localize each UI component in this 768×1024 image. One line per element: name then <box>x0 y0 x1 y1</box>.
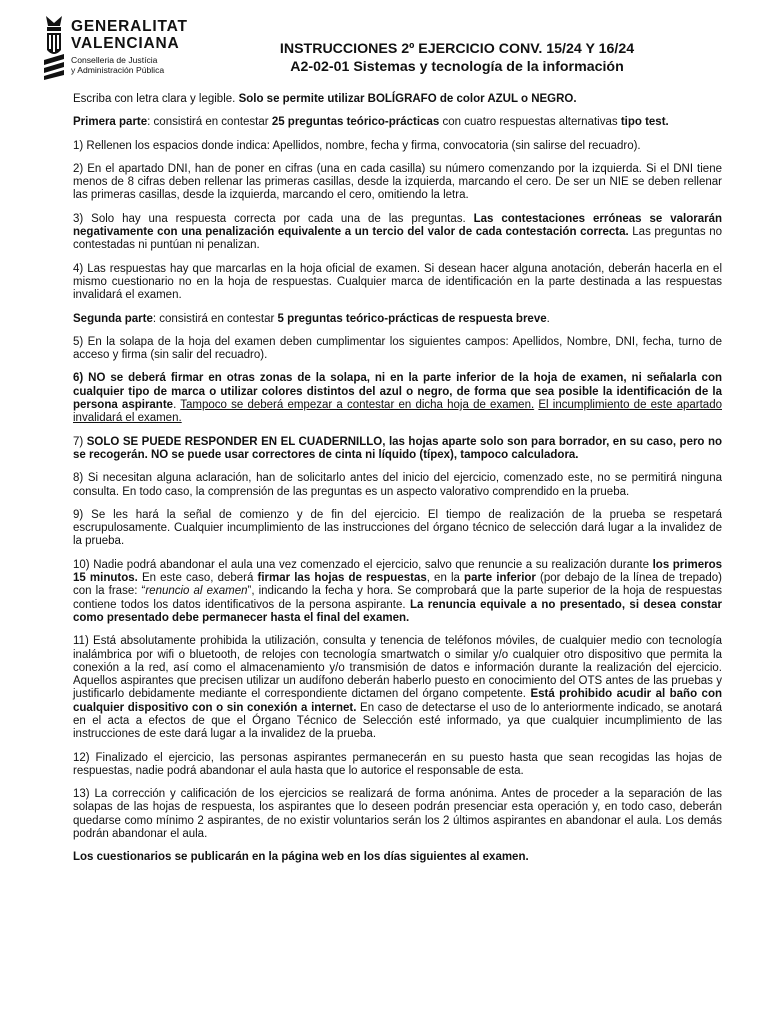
closing-text: Los cuestionarios se publicarán en la página web en los días siguientes al examen. <box>73 851 529 864</box>
logo-text <box>71 18 188 75</box>
instructions-body <box>73 93 722 875</box>
i10-a: 10) Nadie podrá abandonar el aula una vez comenzado el ejercicio, salvo que renuncie a su realización durante <box>73 558 653 571</box>
i10-e: , en la <box>426 572 465 585</box>
i10-g: (por debajo de la línea de trepado) con la frase: “ <box>73 572 723 598</box>
instruction-5: 5) En la solapa de la hoja del examen deben cumplimentar los siguientes campos: Apellidos, Nombre, DNI, fecha, turno de acceso y firma (sin salir del recuadro). <box>73 335 722 362</box>
i10-c: En este caso, deberá <box>137 572 258 585</box>
part2-tail: . <box>546 312 550 325</box>
logo-sub-line2: y Administración Pública <box>71 65 165 75</box>
i11-b: Está prohibido acudir al baño con cualquier dispositivo con o sin conexión a internet. <box>73 688 722 714</box>
instruction-3 <box>73 213 722 253</box>
instruction-12: 12) Finalizado el ejercicio, las personas aspirantes permanecerán en su puesto hasta que sean recogidas las hojas de respuestas, nadie podrá abandonar el aula hasta que lo autorice el responsable de esta. <box>73 751 722 777</box>
i10-f: parte inferior <box>464 572 536 585</box>
i10-d: firmar las hojas de respuestas <box>257 572 427 585</box>
i10-i: ”, indicando la fecha y hora. Se comprobará que la parte superior de la hoja de respuestas contiene todos los datos identificativos de la persona aspirante. <box>73 585 723 611</box>
part1-count: 25 preguntas teórico-prácticas <box>271 116 440 129</box>
part1-type: tipo test. <box>620 116 669 129</box>
instruction-8: 8) Si necesitan alguna aclaración, han de solicitarlo antes del inicio del ejercicio, comenzado este, no se permitirá ninguna consulta. En todo caso, la comprensión de las preguntas es un aspecto valorativo comprendido en la prueba. <box>73 472 722 498</box>
i10-h: renuncio al examen <box>145 585 248 598</box>
i10-j: La renuncia equivale a no presentado, si desea constar como presentado debe permanecer hasta el final del examen. <box>73 598 722 624</box>
instruction-6-no-start: Tampoco se deberá empezar a contestar en dicha hoja de examen. <box>180 399 535 412</box>
instruction-6 <box>73 372 722 425</box>
part2-count: 5 preguntas teórico-prácticas de respuesta breve <box>277 312 547 325</box>
instruction-7 <box>73 436 722 463</box>
i11-c: En caso de detectarse el uso de lo anteriormente indicado, se anotará en el acta a efectos de que el Órgano Técnico de Selección esté informado, ya que cualquier incumplimiento de las instrucciones de este dará lugar a la invalidez de la prueba. <box>73 701 722 741</box>
instruction-9: 9) Se les hará la señal de comienzo y de fin del ejercicio. El tiempo de realización de la prueba se respetará escrupulosamente. Cualquier incumplimiento de las instrucciones del órgano técnico de selección dará lugar a la invalidez de la prueba. <box>73 508 722 548</box>
logo-subtitle <box>71 55 188 75</box>
title-line2: A2-02-01 Sistemas y tecnología de la información <box>290 58 624 75</box>
part1-text2: con cuatro respuestas alternativas <box>439 116 621 129</box>
part2-paragraph <box>73 313 722 326</box>
intro-text: Escriba con letra clara y legible. <box>73 93 239 105</box>
instruction-10 <box>73 559 722 625</box>
closing-note <box>73 851 722 864</box>
title-line1: INSTRUCCIONES 2º EJERCICIO CONV. 15/24 Y 16/24 <box>279 41 635 57</box>
part1-paragraph <box>73 116 722 129</box>
instruction-1: 1) Rellenen los espacios donde indica: Apellidos, nombre, fecha y firma, convocatoria (sin salirse del recuadro). <box>73 139 641 152</box>
logo-name-line1: GENERALITAT <box>71 18 188 35</box>
instruction-6-rule: 6) NO se deberá firmar en otras zonas de la solapa, ni en la parte inferior de la hoja de examen, ni señalarla con cualquier tipo de marca o utilizar colores distintos del azul o negro, de forma que sea posible la identificación de la persona aspirante <box>73 372 722 412</box>
instruction-7-rule: SOLO SE PUEDE RESPONDER EN EL CUADERNILLO, las hojas aparte solo son para borrador, en su caso, pero no se recogerán. NO se puede usar correctores de cinta ni líquido (típex), tampoco calculadora. <box>73 435 723 461</box>
logo-name-line2: VALENCIANA <box>71 35 180 52</box>
intro-pen-rule: Solo se permite utilizar BOLÍGRAFO de color AZUL o NEGRO. <box>238 93 577 105</box>
coat-of-arms-icon <box>42 14 66 80</box>
instruction-7-number: 7) <box>73 435 87 448</box>
part2-text: : consistirá en contestar <box>152 312 278 325</box>
instruction-4: 4) Las respuestas hay que marcarlas en la hoja oficial de examen. Si desean hacer alguna anotación, deberán hacerla en el mismo cuestionario no en la hoja de respuestas. Cualquier marca de identificación en la parte destinada a las respuestas invalidará el examen. <box>73 262 722 302</box>
i10-b: los primeros 15 minutos. <box>73 558 722 585</box>
document-title <box>222 41 692 76</box>
part2-label: Segunda parte <box>73 312 153 325</box>
instruction-13: 13) La corrección y calificación de los ejercicios se realizará de forma anónima. Antes de proceder a la separación de las solapas de las hojas de respuesta, los aspirantes que lo deseen podrán presenciar esta operación y, en todo caso, deberán quedarse como mínimo 2 aspirantes, de no existir voluntarios serán los 2 últimos aspirantes en abandonar el aula. Los demás podrán abandonar el aula. <box>73 788 722 841</box>
part1-label: Primera parte <box>73 116 148 129</box>
intro-paragraph <box>73 93 722 106</box>
i11-a: 11) Está absolutamente prohibida la utilización, consulta y tenencia de teléfonos móviles, de cualquier medio con tecnología inalámbrica por wifi o bluetooth, de relojes con tecnología smartwatch o similar y/o cualquier otro dispositivo que permita la conexión a la red, así como el almacenamiento y/o transmisión de datos e información durante la realización del ejercicio. Aquellos aspirantes que precisen utilizar un audífono deberán haberlo puesto en conocimiento del OTS antes de las pruebas y justificarlo debidamente mediante el correspondiente dictamen del órgano competente. <box>73 635 722 701</box>
part1-text: : consistirá en contestar <box>147 116 272 129</box>
generalitat-logo <box>42 14 192 86</box>
instruction-11 <box>73 635 722 741</box>
instruction-3-tail: Las preguntas no contestadas ni puntúan ni penalizan. <box>73 226 722 252</box>
logo-sub-line1: Conselleria de Justícia <box>71 55 158 65</box>
instruction-2: 2) En el apartado DNI, han de poner en cifras (una en cada casilla) su número comenzando por la izquierda. Si el DNI tiene menos de 8 cifras deben rellenar las primeras casillas, desde la izquierda, marcando el cero. De ser un NIE se deben rellenar las primeras casillas, desde la izquierda, marcando el cero, omitiendo la letra. <box>73 162 722 202</box>
instruction-3-text: 3) Solo hay una respuesta correcta por cada una de las preguntas. <box>73 212 474 225</box>
instruction-3-penalty: Las contestaciones erróneas se valorarán negativamente con una penalización equivalente a un tercio del valor de cada contestación correcta. <box>73 212 722 239</box>
instruction-6-invalid: El incumplimiento de este apartado invalidará el examen. <box>73 399 722 425</box>
instruction-6-sep: . <box>173 399 181 412</box>
